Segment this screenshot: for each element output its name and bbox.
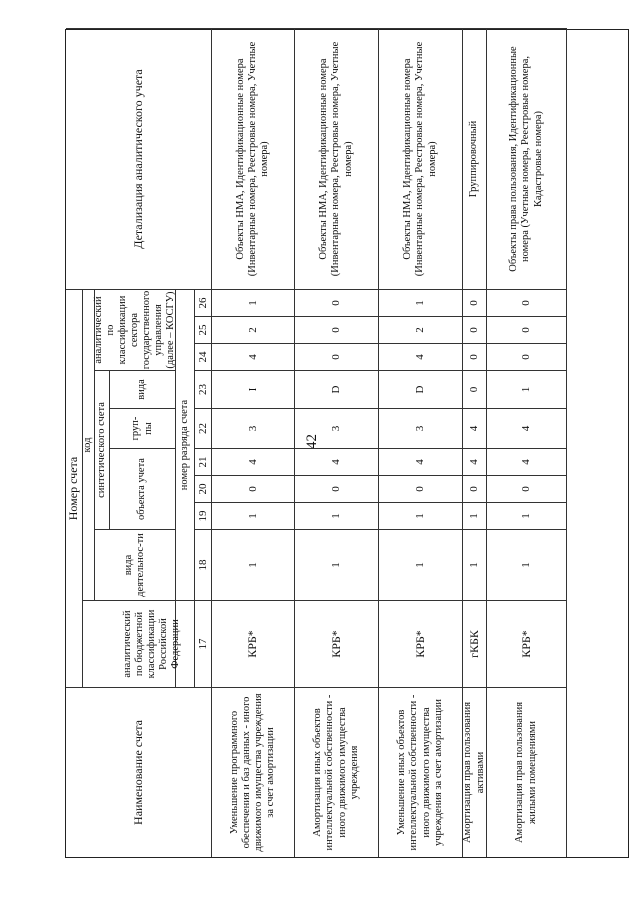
- digit-number: 18: [195, 529, 212, 600]
- row-digit: 0: [463, 316, 487, 343]
- row-digit: 0: [295, 343, 379, 370]
- row-digit: D: [295, 370, 379, 408]
- header-group: груп-пы: [110, 408, 176, 448]
- header-kind: вида: [110, 370, 176, 408]
- row-digit: 1: [379, 529, 463, 600]
- row-account-name: Амортизация иных объектов интеллектуальной собственности - иного движимого имущества учреждения: [295, 687, 379, 857]
- header-analytical-kosgu: аналитический по классификации сектора государственного управления (далее – КОСГУ): [92, 290, 177, 370]
- row-digit: 0: [463, 289, 487, 316]
- digit-number: 19: [195, 502, 212, 529]
- row-detail: Группировочный: [463, 28, 487, 289]
- row-digit: 0: [487, 289, 567, 316]
- row-digit: 0: [212, 475, 295, 502]
- row-digit: 1: [487, 502, 567, 529]
- row-digit: 1: [295, 502, 379, 529]
- row-kbk: гКБК: [463, 600, 487, 687]
- header-account-number: Номер счета: [66, 289, 83, 687]
- header-analytical-bk: аналитический по бюджетной классификации Российской Федерации: [110, 600, 195, 687]
- row-kbk: КРБ*: [295, 600, 379, 687]
- row-digit: 1: [463, 529, 487, 600]
- digit-number: 23: [195, 370, 212, 408]
- row-digit: 1: [212, 289, 295, 316]
- row-digit: 0: [487, 343, 567, 370]
- header-code: код: [83, 289, 95, 600]
- digit-number: 17: [195, 600, 212, 687]
- row-digit: 3: [295, 408, 379, 448]
- header-activity-type: вида деятельнос-ти: [95, 529, 176, 600]
- row-kbk: КРБ*: [487, 600, 567, 687]
- row-digit: 0: [295, 316, 379, 343]
- row-account-name: Амортизация прав пользования активами: [463, 687, 487, 857]
- row-digit: 1: [212, 502, 295, 529]
- row-digit: D: [379, 370, 463, 408]
- row-digit: 0: [463, 370, 487, 408]
- row-account-name: Уменьшение иных объектов интеллектуальной собственности - иного движимого имущества учреждения за счет амортизации: [379, 687, 463, 857]
- row-digit: 3: [212, 408, 295, 448]
- row-kbk: КРБ*: [379, 600, 463, 687]
- row-digit: 0: [379, 475, 463, 502]
- row-digit: 1: [379, 502, 463, 529]
- row-digit: 1: [295, 529, 379, 600]
- row-digit: 4: [212, 343, 295, 370]
- header-account-name: Наименование счета: [66, 687, 212, 857]
- row-digit: 4: [487, 448, 567, 475]
- row-digit: 0: [295, 475, 379, 502]
- header-detailing: Детализация аналитического учета: [66, 28, 212, 289]
- row-detail: Объекты права пользования, Идентификационные номера (Учетные номера, Реестровые номера, Кадастровые номера): [487, 28, 567, 289]
- digit-number: 24: [195, 343, 212, 370]
- digit-number: 22: [195, 408, 212, 448]
- row-digit: 0: [295, 289, 379, 316]
- row-digit: 2: [212, 316, 295, 343]
- header-digit-row: номер разряда счета: [176, 289, 195, 600]
- row-digit: 1: [379, 289, 463, 316]
- row-detail: Объекты НМА, Идентификационные номера (Инвентарные номера, Реестровые номера, Учетные номера): [295, 28, 379, 289]
- digit-number: 26: [195, 289, 212, 316]
- row-account-name: Амортизация прав пользования жилыми помещениями: [487, 687, 567, 857]
- digit-number: 20: [195, 475, 212, 502]
- row-digit: 2: [379, 316, 463, 343]
- row-digit: 4: [379, 448, 463, 475]
- rotated-table-wrapper: [65, 29, 629, 858]
- digit-number: 21: [195, 448, 212, 475]
- row-digit: 1: [487, 370, 567, 408]
- row-digit: 4: [212, 448, 295, 475]
- row-digit: I: [212, 370, 295, 408]
- row-digit: 1: [487, 529, 567, 600]
- row-digit: 0: [487, 316, 567, 343]
- row-digit: 0: [487, 475, 567, 502]
- row-digit: 3: [379, 408, 463, 448]
- header-object: объекта учета: [110, 448, 176, 529]
- row-detail: Объекты НМА, Идентификационные номера (Инвентарные номера, Реестровые номера, Учетные номера): [212, 28, 295, 289]
- row-kbk: КРБ*: [212, 600, 295, 687]
- row-digit: 4: [463, 448, 487, 475]
- accounts-table: [65, 29, 629, 858]
- row-digit: 4: [379, 343, 463, 370]
- row-detail: Объекты НМА, Идентификационные номера (Инвентарные номера, Реестровые номера, Учетные номера): [379, 28, 463, 289]
- row-digit: 4: [295, 448, 379, 475]
- row-account-name: Уменьшение программного обеспечения и баз данных - иного движимого имущества учреждения за счет амортизации: [212, 687, 295, 857]
- header-synthetic: синтетического счета: [95, 370, 110, 529]
- page-number: 42: [304, 434, 320, 449]
- row-digit: 0: [463, 475, 487, 502]
- row-digit: 4: [487, 408, 567, 448]
- row-digit: 1: [212, 529, 295, 600]
- digit-number: 25: [195, 316, 212, 343]
- row-digit: 1: [463, 502, 487, 529]
- row-digit: 0: [463, 343, 487, 370]
- row-digit: 4: [463, 408, 487, 448]
